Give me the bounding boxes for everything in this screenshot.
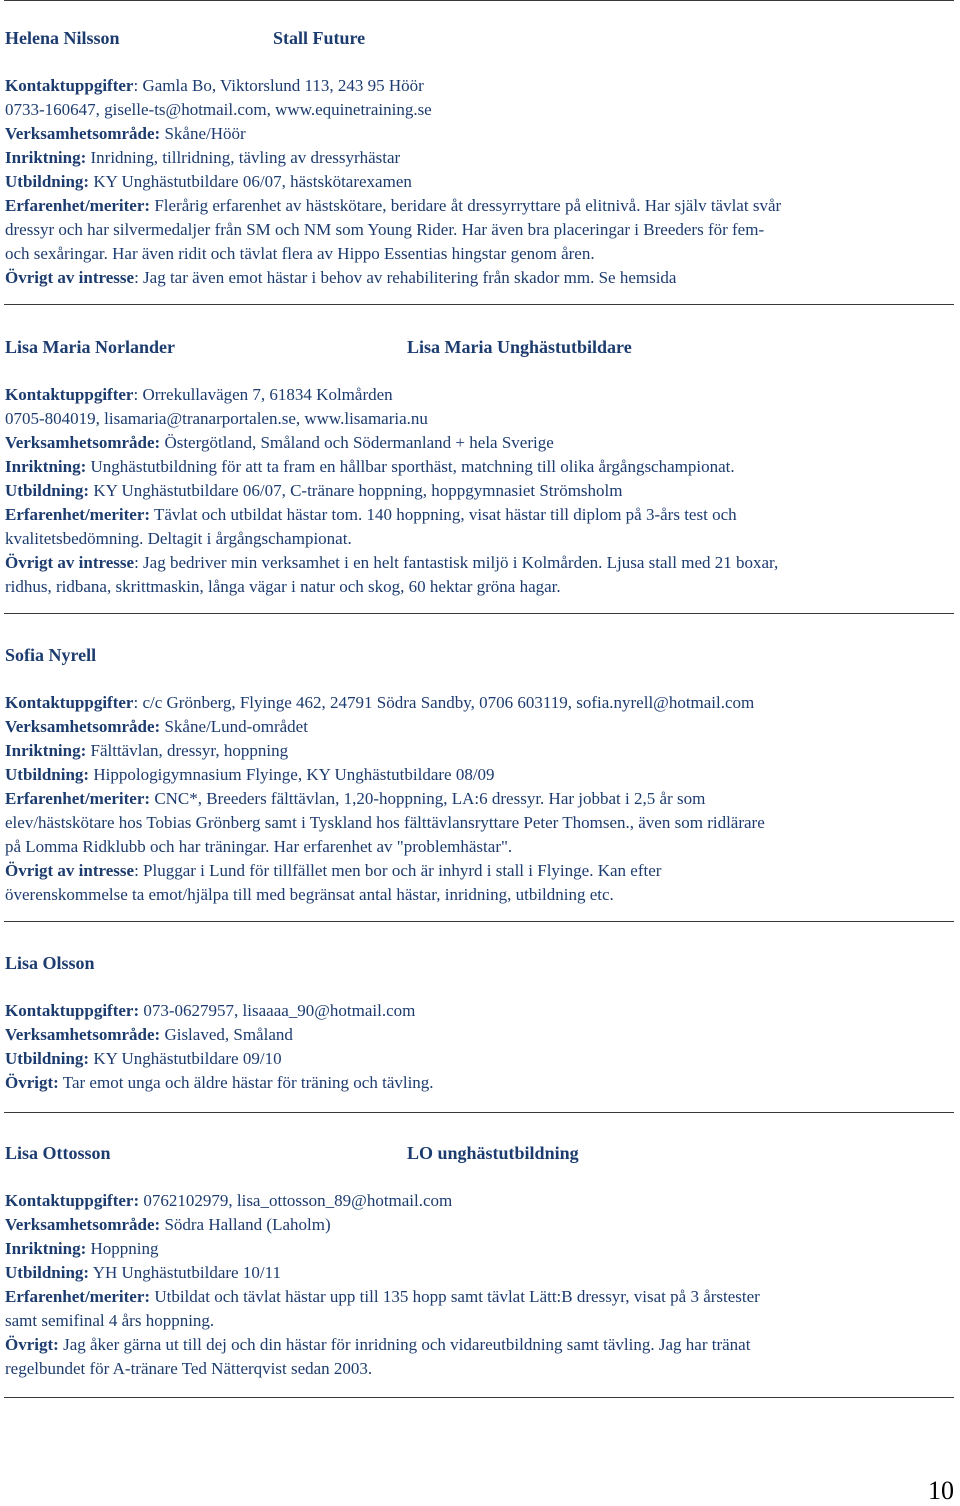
detail-line — [5, 691, 955, 715]
field-value: på Lomma Ridklubb och har träningar. Har erfarenhet av "problemhästar". — [5, 837, 513, 856]
field-label: Verksamhetsområde: — [5, 717, 161, 736]
section-divider — [4, 1112, 954, 1113]
field-label: Verksamhetsområde: — [5, 433, 161, 452]
detail-line — [5, 503, 955, 527]
entry-sofia-nyrell — [5, 645, 955, 904]
entry-header — [5, 28, 955, 54]
detail-line — [5, 266, 955, 290]
field-value: Unghästutbildning för att ta fram en hållbar sporthäst, matchning till olika årgångschampionat. — [86, 457, 735, 476]
entry-header — [5, 337, 955, 363]
field-label: Erfarenhet/meriter: — [5, 196, 151, 215]
field-label: Utbildning: — [5, 1049, 90, 1068]
company-name: LO unghästutbildning — [407, 1143, 579, 1163]
detail-line — [5, 787, 955, 811]
person-name: Lisa Maria Norlander — [5, 337, 175, 357]
person-name: Helena Nilsson — [5, 28, 120, 48]
field-label: Erfarenhet/meriter: — [5, 505, 151, 524]
section-divider — [4, 613, 954, 614]
detail-line — [5, 1023, 955, 1047]
entry-header — [5, 953, 955, 979]
entry-lisa-ottosson — [5, 1143, 955, 1378]
field-label: Kontaktuppgifter — [5, 385, 134, 404]
detail-line — [5, 194, 955, 218]
field-value: regelbundet för A-tränare Ted Nätterqvist sedan 2003. — [5, 1359, 373, 1378]
field-value: 0762102979, lisa_ottosson_89@hotmail.com — [139, 1191, 453, 1210]
detail-line — [5, 74, 955, 98]
detail-line — [5, 527, 955, 551]
detail-line — [5, 739, 955, 763]
field-label: Inriktning: — [5, 457, 87, 476]
detail-line — [5, 122, 955, 146]
field-label: Kontaktuppgifter — [5, 693, 134, 712]
field-label: Inriktning: — [5, 1239, 87, 1258]
person-name: Sofia Nyrell — [5, 645, 97, 665]
detail-line — [5, 170, 955, 194]
field-label: Övrigt av intresse — [5, 553, 135, 572]
field-value: Skåne/Lund-området — [160, 717, 308, 736]
field-label: Verksamhetsområde: — [5, 1215, 161, 1234]
detail-line — [5, 479, 955, 503]
detail-line — [5, 575, 955, 599]
entry-details — [5, 74, 955, 290]
detail-line — [5, 883, 955, 907]
field-value: kvalitetsbedömning. Deltagit i årgångschampionat. — [5, 529, 352, 548]
field-value: Flerårig erfarenhet av hästskötare, beridare åt dressyrryttare på elitnivå. Har själv tävlat svår — [150, 196, 782, 215]
field-value: : Jag bedriver min verksamhet i en helt fantastisk miljö i Kolmården. Ljusa stall med 21 boxar, — [134, 553, 779, 572]
entry-details — [5, 691, 955, 907]
entry-details — [5, 999, 955, 1095]
field-value: : Orrekullavägen 7, 61834 Kolmården — [133, 385, 393, 404]
field-value: : Pluggar i Lund för tillfället men bor och är inhyrd i stall i Flyinge. Kan efter — [134, 861, 662, 880]
field-value: Inridning, tillridning, tävling av dressyrhästar — [86, 148, 401, 167]
detail-line — [5, 383, 955, 407]
entry-details — [5, 383, 955, 599]
section-divider — [4, 1397, 954, 1398]
field-label: Inriktning: — [5, 148, 87, 167]
detail-line — [5, 859, 955, 883]
detail-line — [5, 763, 955, 787]
detail-line — [5, 455, 955, 479]
detail-line — [5, 1333, 955, 1357]
field-value: Tävlat och utbildat hästar tom. 140 hoppning, visat hästar till diplom på 3-års test och — [150, 505, 737, 524]
entry-header — [5, 645, 955, 671]
detail-line — [5, 1237, 955, 1261]
person-name: Lisa Olsson — [5, 953, 95, 973]
detail-line — [5, 407, 955, 431]
detail-line — [5, 218, 955, 242]
detail-line — [5, 999, 955, 1023]
entry-lisa-olsson — [5, 953, 955, 1092]
field-value: KY Unghästutbildare 09/10 — [89, 1049, 282, 1068]
field-label: Övrigt: — [5, 1335, 59, 1354]
detail-line — [5, 242, 955, 266]
field-value: CNC*, Breeders fälttävlan, 1,20-hoppning, LA:6 dressyr. Har jobbat i 2,5 år som — [150, 789, 706, 808]
field-value: elev/hästskötare hos Tobias Grönberg samt i Tyskland hos fälttävlansryttare Peter Thomsen., även som ridlärare — [5, 813, 765, 832]
top-divider — [4, 0, 954, 1]
field-label: Verksamhetsområde: — [5, 124, 161, 143]
field-value: Östergötland, Småland och Södermanland + hela Sverige — [160, 433, 554, 452]
entry-details — [5, 1189, 955, 1381]
detail-line — [5, 811, 955, 835]
detail-line — [5, 1189, 955, 1213]
entry-helena-nilsson — [5, 28, 955, 287]
detail-line — [5, 551, 955, 575]
field-value: Utbildat och tävlat hästar upp till 135 hopp samt tävlat Lätt:B dressyr, visat på 3 årstester — [150, 1287, 760, 1306]
field-value: överenskommelse ta emot/hjälpa till med begränsat antal hästar, inridning, utbildning etc. — [5, 885, 614, 904]
field-label: Erfarenhet/meriter: — [5, 1287, 151, 1306]
field-value: samt semifinal 4 års hoppning. — [5, 1311, 215, 1330]
detail-line — [5, 431, 955, 455]
field-value: Hippologigymnasium Flyinge, KY Unghästutbildare 08/09 — [89, 765, 495, 784]
detail-line — [5, 1213, 955, 1237]
field-value: YH Unghästutbildare 10/11 — [89, 1263, 281, 1282]
detail-line — [5, 715, 955, 739]
field-label: Övrigt: — [5, 1073, 59, 1092]
entry-header — [5, 1143, 955, 1169]
field-value: Södra Halland (Laholm) — [160, 1215, 331, 1234]
field-value: 0705-804019, lisamaria@tranarportalen.se, www.lisamaria.nu — [5, 409, 428, 428]
field-label: Övrigt av intresse — [5, 861, 135, 880]
company-name: Stall Future — [273, 28, 366, 48]
detail-line — [5, 1285, 955, 1309]
field-label: Utbildning: — [5, 481, 90, 500]
detail-line — [5, 835, 955, 859]
field-label: Erfarenhet/meriter: — [5, 789, 151, 808]
field-label: Verksamhetsområde: — [5, 1025, 161, 1044]
detail-line — [5, 98, 955, 122]
person-name: Lisa Ottosson — [5, 1143, 111, 1163]
field-value: Fälttävlan, dressyr, hoppning — [86, 741, 289, 760]
detail-line — [5, 1047, 955, 1071]
field-value: 0733-160647, giselle-ts@hotmail.com, www.equinetraining.se — [5, 100, 432, 119]
detail-line — [5, 1071, 955, 1095]
company-name: Lisa Maria Unghästutbildare — [407, 337, 632, 357]
detail-line — [5, 1261, 955, 1285]
field-label: Utbildning: — [5, 1263, 90, 1282]
field-value: : c/c Grönberg, Flyinge 462, 24791 Södra Sandby, 0706 603119, sofia.nyrell@hotmail.com — [133, 693, 755, 712]
section-divider — [4, 921, 954, 922]
field-value: Jag åker gärna ut till dej och din hästar för inridning och vidareutbildning samt tävling. Jag har tränat — [58, 1335, 751, 1354]
field-value: dressyr och har silvermedaljer från SM och NM som Young Rider. Har även bra placeringar i Breeders för fem- — [5, 220, 765, 239]
field-value: Skåne/Höör — [160, 124, 246, 143]
field-value: : Jag tar även emot hästar i behov av rehabilitering från skador mm. Se hemsida — [134, 268, 677, 287]
field-value: : Gamla Bo, Viktorslund 113, 243 95 Höör — [133, 76, 424, 95]
field-value: Hoppning — [86, 1239, 159, 1258]
page-number: 10 — [928, 1476, 954, 1505]
field-value: 073-0627957, lisaaaa_90@hotmail.com — [139, 1001, 416, 1020]
field-value: Tar emot unga och äldre hästar för träning och tävling. — [58, 1073, 434, 1092]
field-value: och sexåringar. Har även ridit och tävlat flera av Hippo Essentias hingstar genom åren. — [5, 244, 595, 263]
field-label: Övrigt av intresse — [5, 268, 135, 287]
field-label: Kontaktuppgifter — [5, 76, 134, 95]
field-value: KY Unghästutbildare 06/07, hästskötarexamen — [89, 172, 412, 191]
field-label: Utbildning: — [5, 172, 90, 191]
field-value: ridhus, ridbana, skrittmaskin, långa vägar i natur och skog, 60 hektar gröna hagar. — [5, 577, 561, 596]
field-label: Utbildning: — [5, 765, 90, 784]
field-label: Inriktning: — [5, 741, 87, 760]
field-label: Kontaktuppgifter: — [5, 1001, 140, 1020]
field-value: KY Unghästutbildare 06/07, C-tränare hoppning, hoppgymnasiet Strömsholm — [89, 481, 623, 500]
section-divider — [4, 304, 954, 305]
field-value: Gislaved, Småland — [160, 1025, 293, 1044]
detail-line — [5, 1309, 955, 1333]
entry-lisa-maria-norlander — [5, 337, 955, 596]
detail-line — [5, 1357, 955, 1381]
detail-line — [5, 146, 955, 170]
field-label: Kontaktuppgifter: — [5, 1191, 140, 1210]
